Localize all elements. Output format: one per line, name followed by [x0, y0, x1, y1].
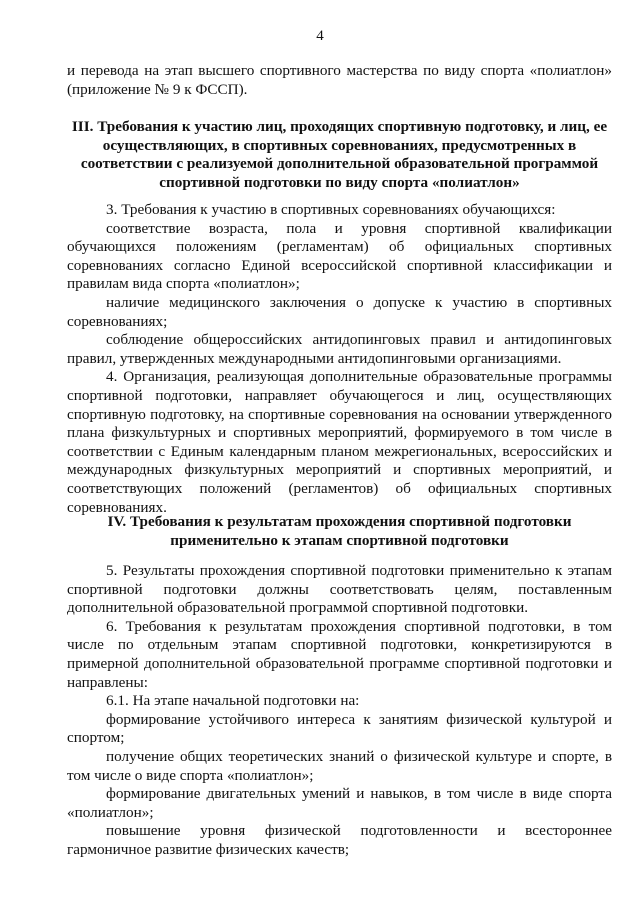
page-number: 4: [316, 28, 324, 44]
section-4-paragraph: формирование устойчивого интереса к занятиям физической культурой и спортом;: [67, 710, 612, 747]
section-4-body: [67, 562, 612, 860]
section-3-body: [67, 201, 612, 517]
section-4-paragraph: повышение уровня физической подготовленности и всестороннее гармоничное развитие физических качеств;: [67, 822, 612, 858]
section-4-paragraph: формирование двигательных умений и навыков, в том числе в виде спорта «полиатлон»;: [67, 785, 612, 821]
section-4-paragraph: получение общих теоретических знаний о физической культуре и спорте, в том числе о виде спорта «полиатлон»;: [67, 747, 612, 784]
section-3-paragraph: соответствие возраста, пола и уровня спортивной квалификации обучающихся положениям (регламентам) об официальных спортивных соревнованиях согласно Единой всероссийской спортивной классификации и правилам вида спорта «полиатлон»;: [67, 219, 612, 293]
section-4-title: IV. Требования к результатам прохождения спортивной подготовки применительно к этапам спортивной подготовки: [107, 513, 572, 549]
section-3-heading-block: [67, 118, 612, 192]
section-4-paragraph: 6. Требования к результатам прохождения спортивной подготовки, в том числе по отдельным этапам спортивной подготовки, конкретизируются в примерной дополнительной образовательной программе спортивной подготовки и направлены:: [67, 617, 612, 691]
section-3-paragraph: 3. Требования к участию в спортивных соревнованиях обучающихся:: [106, 201, 556, 218]
intro-paragraph: и перевода на этап высшего спортивного мастерства по виду спорта «полиатлон» (приложение № 9 к ФССП).: [67, 62, 612, 98]
intro-text-block: [67, 62, 612, 99]
section-4-heading-block: [67, 513, 612, 550]
section-3-paragraph: наличие медицинского заключения о допуске к участию в спортивных соревнованиях;: [67, 293, 612, 330]
section-4-paragraph: 6.1. На этапе начальной подготовки на:: [106, 692, 360, 710]
section-3-paragraph: соблюдение общероссийских антидопинговых правил и антидопинговых правил, утвержденных международными антидопинговыми организациями.: [67, 331, 612, 367]
section-4-paragraph: 5. Результаты прохождения спортивной подготовки применительно к этапам спортивной подготовки должны соответствовать целям, поставленным дополнительной образовательной программой спортивной подготовки.: [67, 562, 612, 617]
section-3-paragraph: 4. Организация, реализующая дополнительные образовательные программы спортивной подготовки, направляет обучающегося и лиц, осуществляющих спортивную подготовку, на спортивные соревнования на основании утвержденного плана физкультурных и спортивных мероприятий, формируемого в том числе в соответствии с Единым календарным планом межрегиональных, всероссийских и международных физкультурных мероприятий и спортивных мероприятий, и соответствующих положений (регламентов) об официальных спортивных соревнованиях.: [67, 368, 612, 516]
section-3-title: III. Требования к участию лиц, проходящих спортивную подготовку, и лиц, ее осуществляющих, в спортивных соревнованиях, предусмотренных в соответствии с реализуемой дополнительной образовательной программой спортивной подготовки по виду спорта «полиатлон»: [71, 118, 608, 191]
